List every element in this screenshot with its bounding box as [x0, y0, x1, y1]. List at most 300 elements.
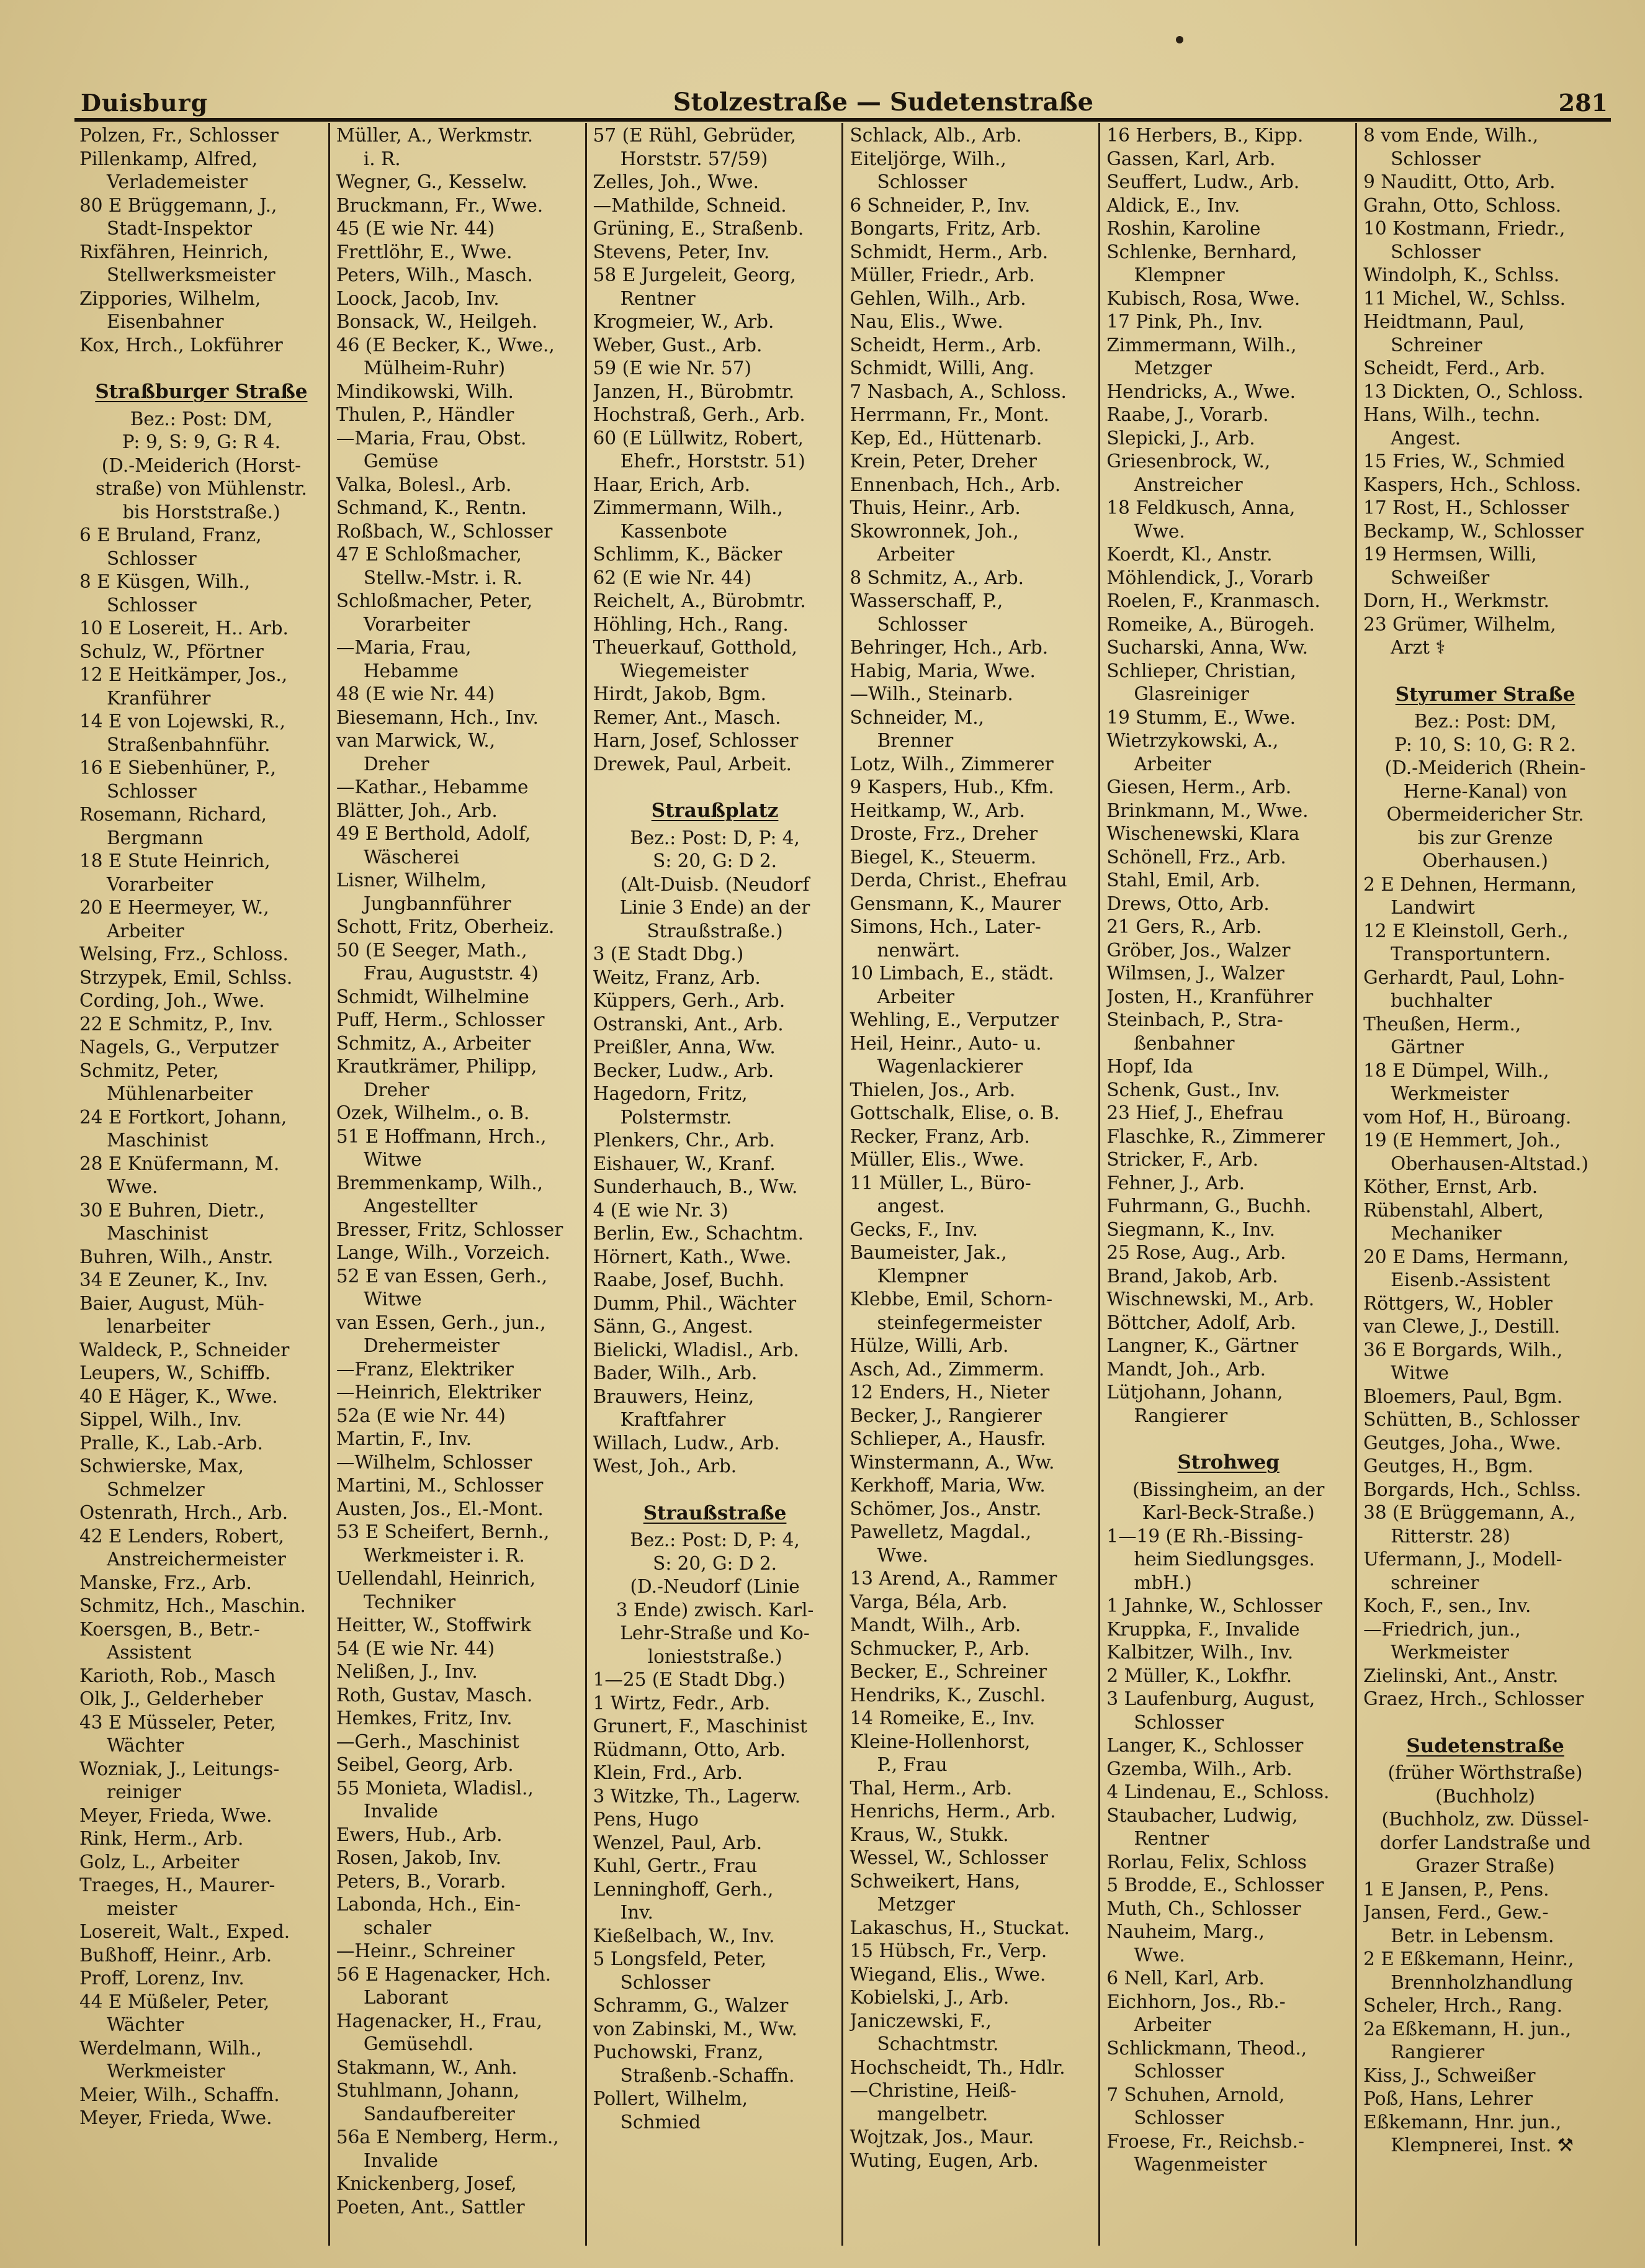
directory-entry: 36 E Borgards, Wilh.,	[1363, 1339, 1563, 1361]
directory-entry: Harn, Josef, Schlosser	[593, 730, 799, 751]
directory-entry: Wehling, E., Verputzer	[849, 1009, 1059, 1030]
entry-continuation: schaler	[363, 1917, 432, 1938]
directory-entry: Rosemann, Richard,	[79, 804, 267, 825]
directory-entry: Slepicki, J., Arb.	[1106, 427, 1255, 449]
columns-container	[73, 123, 1612, 2246]
directory-entry: Wasserschaff, P.,	[849, 590, 1003, 611]
column-3	[587, 123, 844, 2246]
directory-entry: 49 E Berthold, Adolf,	[336, 823, 531, 844]
entry-continuation: Sandaufbereiter	[363, 2103, 515, 2125]
street-info-line: dorfer Landstraße und	[1379, 1832, 1591, 1853]
directory-entry: 23 Hief, J., Ehefrau	[1106, 1102, 1284, 1123]
directory-entry: Schwierske, Max,	[79, 1456, 244, 1477]
entry-continuation: Drehermeister	[363, 1335, 500, 1356]
directory-entry: Schott, Fritz, Oberheiz.	[336, 916, 555, 937]
entry-continuation: Schachtmstr.	[877, 2033, 999, 2054]
directory-entry: Steinbach, P., Stra-	[1106, 1009, 1283, 1030]
entry-continuation: Klempnerei, Inst. ⚒	[1391, 2135, 1574, 2156]
directory-entry: Schütten, B., Schlosser	[1363, 1409, 1580, 1430]
entry-continuation: Schlosser	[107, 594, 197, 616]
directory-entry: Schmidt, Willi, Ang.	[849, 358, 1034, 379]
directory-entry: Olk, J., Gelderheber	[79, 1688, 263, 1709]
directory-entry: 52a (E wie Nr. 44)	[336, 1405, 506, 1426]
directory-entry: Dumm, Phil., Wächter	[593, 1292, 797, 1314]
directory-entry: Ennenbach, Hch., Arb.	[849, 474, 1061, 495]
directory-entry: Berlin, Ew., Schachtm.	[593, 1223, 804, 1244]
directory-entry: Puchowski, Franz,	[593, 2041, 764, 2063]
directory-entry: West, Joh., Arb.	[593, 1456, 737, 1477]
directory-entry: 3 Witzke, Th., Lagerw.	[593, 1785, 801, 1807]
entry-continuation: Bergmann	[107, 827, 204, 848]
directory-entry: Schmitz, A., Arbeiter	[336, 1032, 531, 1054]
directory-entry: Brand, Jakob, Arb.	[1106, 1265, 1278, 1287]
directory-entry: Rüdmann, Otto, Arb.	[593, 1739, 786, 1760]
directory-entry: Peters, Wilh., Masch.	[336, 264, 533, 286]
street-info-line: S: 20, G: D 2.	[653, 1552, 777, 1574]
street-info-line: Straußstraße.)	[647, 920, 783, 942]
column-5	[1100, 123, 1357, 2246]
entry-continuation: Eisenbahner	[107, 311, 224, 332]
street-info-line: Linie 3 Ende) an der	[619, 897, 810, 918]
street-heading: Straußplatz	[651, 799, 779, 822]
entry-continuation: Schmelzer	[107, 1478, 205, 1500]
directory-entry: 6 Nell, Karl, Arb.	[1106, 1968, 1265, 1989]
directory-entry: 2a Eßkemann, H. jun.,	[1363, 2018, 1572, 2040]
directory-entry: 4 Lindenau, E., Schloss.	[1106, 1781, 1330, 1802]
directory-entry: 53 E Scheifert, Bernh.,	[336, 1521, 550, 1542]
directory-entry: Lange, Wilh., Vorzeich.	[336, 1242, 550, 1263]
directory-entry: 56 E Hagenacker, Hch.	[336, 1963, 551, 1985]
directory-entry: Schenk, Gust., Inv.	[1106, 1079, 1281, 1100]
directory-entry: 10 Kostmann, Friedr.,	[1363, 218, 1566, 239]
directory-entry: Heitter, W., Stoffwirk	[336, 1614, 531, 1636]
entry-continuation: heim Siedlungsges.	[1134, 1549, 1315, 1570]
directory-entry: 8 Schmitz, A., Arb.	[849, 567, 1024, 588]
entry-continuation: Frau, Auguststr. 4)	[363, 963, 539, 984]
directory-entry: Schmitz, Hch., Maschin.	[79, 1595, 306, 1616]
entry-continuation: Vorarbeiter	[363, 613, 470, 635]
entry-continuation: Werkmeister	[107, 2061, 225, 2082]
directory-entry: Schönell, Frz., Arb.	[1106, 846, 1286, 868]
directory-entry: Schmand, K., Rentn.	[336, 497, 527, 518]
directory-entry: —Heinr., Schreiner	[336, 1940, 515, 1961]
street-info-line: (Bissingheim, an der	[1132, 1478, 1325, 1500]
directory-entry: Schmitz, Peter,	[79, 1060, 219, 1081]
directory-entry: Rixfähren, Heinrich,	[79, 241, 269, 263]
directory-entry: Gassen, Karl, Arb.	[1106, 148, 1276, 169]
directory-entry: 1 Wirtz, Fedr., Arb.	[593, 1692, 771, 1714]
directory-entry: Siegmann, K., Inv.	[1106, 1218, 1275, 1240]
directory-entry: 34 E Zeuner, K., Inv.	[79, 1269, 269, 1290]
directory-entry: 17 Rost, H., Schlosser	[1363, 497, 1569, 518]
directory-entry: Wenzel, Paul, Arb.	[593, 1832, 763, 1853]
directory-entry: Kleine-Hollenhorst,	[849, 1730, 1031, 1752]
entry-continuation: Maschinist	[107, 1223, 208, 1244]
directory-entry: 47 E Schloßmacher,	[336, 544, 522, 565]
directory-entry: Traeges, H., Maurer-	[79, 1874, 276, 1896]
street-info-line: Obermeidericher Str.	[1386, 804, 1584, 825]
directory-entry: Cording, Joh., Wwe.	[79, 990, 265, 1011]
directory-entry: —Maria, Frau, Obst.	[336, 427, 527, 449]
directory-entry: Stevens, Peter, Inv.	[593, 241, 770, 263]
entry-continuation: reiniger	[107, 1781, 181, 1802]
directory-entry: Schlack, Alb., Arb.	[849, 125, 1022, 146]
directory-entry: Pralle, K., Lab.-Arb.	[79, 1432, 263, 1454]
entry-continuation: Rentner	[620, 287, 696, 309]
directory-entry: van Marwick, W.,	[336, 730, 496, 751]
column-1	[73, 123, 330, 2246]
entry-continuation: Dreher	[363, 753, 429, 775]
entry-continuation: Werkmeister	[1391, 1083, 1509, 1104]
entry-continuation: Horststr. 57/59)	[620, 148, 768, 169]
directory-entry: Meyer, Frieda, Wwe.	[79, 2107, 272, 2128]
directory-entry: Manske, Frz., Arb.	[79, 1572, 252, 1593]
directory-entry: Fehner, J., Arb.	[1106, 1172, 1245, 1194]
directory-entry: Graez, Hrch., Schlosser	[1363, 1688, 1584, 1709]
directory-entry: Gottschalk, Elise, o. B.	[849, 1102, 1060, 1123]
directory-entry: Sucharski, Anna, Ww.	[1106, 637, 1309, 658]
directory-entry: Fuhrmann, G., Buchh.	[1106, 1195, 1312, 1217]
directory-entry: 5 Longsfeld, Peter,	[593, 1948, 767, 1969]
street-heading: Straßburger Straße	[95, 380, 308, 403]
directory-entry: 1—25 (E Stadt Dbg.)	[593, 1669, 786, 1690]
directory-entry: Hendriks, K., Zuschl.	[849, 1684, 1046, 1706]
directory-entry: Uellendahl, Heinrich,	[336, 1568, 536, 1589]
directory-entry: Köther, Ernst, Arb.	[1363, 1176, 1538, 1197]
entry-continuation: Ritterstr. 28)	[1391, 1525, 1510, 1547]
directory-entry: 11 Michel, W., Schlss.	[1363, 287, 1566, 309]
entry-continuation: Metzger	[877, 1894, 955, 1915]
directory-entry: Gerhardt, Paul, Lohn-	[1363, 966, 1565, 988]
directory-entry: —Franz, Elektriker	[336, 1358, 514, 1380]
directory-entry: Schulz, W., Pförtner	[79, 641, 264, 662]
directory-entry: Wiegand, Elis., Wwe.	[849, 1963, 1046, 1985]
directory-entry: 21 Gers, R., Arb.	[1106, 916, 1262, 937]
directory-entry: Gzemba, Wilh., Arb.	[1106, 1758, 1293, 1780]
directory-entry: Möhlendick, J., Vorarb	[1106, 567, 1314, 588]
directory-entry: Eichhorn, Jos., Rb.-	[1106, 1991, 1286, 2012]
directory-entry: —Wilh., Steinarb.	[849, 683, 1013, 704]
street-info-line: bis Horststraße.)	[122, 501, 280, 523]
directory-entry: 7 Schuhen, Arnold,	[1106, 2084, 1285, 2105]
directory-entry: Müller, Friedr., Arb.	[849, 264, 1035, 286]
directory-entry: Valka, Bolesl., Arb.	[336, 474, 512, 495]
city-name: Duisburg	[81, 89, 208, 117]
directory-entry: Heitkamp, W., Arb.	[849, 799, 1025, 821]
directory-entry: Mindikowski, Wilh.	[336, 380, 514, 402]
directory-entry: Werdelmann, Wilh.,	[79, 2037, 262, 2059]
directory-entry: Derda, Christ., Ehefrau	[849, 870, 1067, 891]
directory-entry: Gröber, Jos., Walzer	[1106, 939, 1291, 961]
directory-entry: Poß, Hans, Lehrer	[1363, 2088, 1533, 2109]
directory-entry: Hagedorn, Fritz,	[593, 1083, 748, 1104]
directory-entry: 57 (E Rühl, Gebrüder,	[593, 125, 796, 146]
directory-entry: Becker, J., Rangierer	[849, 1405, 1042, 1426]
directory-entry: Scheidt, Ferd., Arb.	[1363, 358, 1546, 379]
directory-entry: Martini, M., Schlosser	[336, 1475, 544, 1496]
directory-entry: Roelen, F., Kranmasch.	[1106, 590, 1320, 611]
entry-continuation: Wwe.	[1134, 1944, 1185, 1966]
directory-entry: Becker, Ludw., Arb.	[593, 1060, 774, 1081]
directory-entry: Rink, Herm., Arb.	[79, 1828, 244, 1849]
directory-entry: 30 E Buhren, Dietr.,	[79, 1199, 265, 1221]
directory-entry: Hochscheidt, Th., Hdlr.	[849, 2056, 1065, 2078]
entry-continuation: Schlosser	[107, 547, 197, 569]
entry-continuation: Wwe.	[107, 1176, 158, 1197]
entry-continuation: Mechaniker	[1391, 1223, 1502, 1244]
street-info-line: Lehr-Straße und Ko-	[620, 1622, 810, 1644]
entry-continuation: Schlosser	[620, 1971, 710, 1993]
directory-entry: Kaspers, Hch., Schloss.	[1363, 474, 1582, 495]
directory-entry: Wilmsen, J., Walzer	[1106, 963, 1284, 984]
entry-continuation: Witwe	[1391, 1362, 1449, 1384]
entry-continuation: nenwärt.	[877, 939, 961, 961]
directory-entry: Rorlau, Felix, Schloss	[1106, 1851, 1307, 1873]
directory-entry: Grunert, F., Maschinist	[593, 1716, 807, 1737]
street-info-line: straße) von Mühlenstr.	[95, 478, 307, 499]
directory-entry: 58 E Jurgeleit, Georg,	[593, 264, 796, 286]
directory-entry: Strzypek, Emil, Schlss.	[79, 966, 293, 988]
entry-continuation: Maschinist	[107, 1130, 208, 1151]
directory-entry: Wessel, W., Schlosser	[849, 1847, 1048, 1868]
directory-entry: Simons, Hch., Later-	[849, 916, 1041, 937]
directory-entry: Scheler, Hrch., Rang.	[1363, 1995, 1563, 2016]
directory-entry: Pillenkamp, Alfred,	[79, 148, 258, 169]
directory-entry: Romeike, A., Bürogeh.	[1106, 613, 1315, 635]
directory-entry: Hemkes, Fritz, Inv.	[336, 1708, 513, 1729]
directory-entry: Pens, Hugo	[593, 1809, 699, 1830]
directory-entry: Austen, Jos., El.-Mont.	[336, 1498, 544, 1519]
directory-entry: Küppers, Gerh., Arb.	[593, 990, 786, 1011]
entry-continuation: Schlosser	[1134, 2107, 1224, 2128]
column-2	[330, 123, 587, 2246]
directory-entry: Kraus, W., Stukk.	[849, 1824, 1009, 1845]
directory-entry: Nelißen, J., Inv.	[336, 1661, 478, 1682]
directory-entry: Thal, Herm., Arb.	[849, 1777, 1012, 1799]
directory-entry: Raabe, J., Vorarb.	[1106, 404, 1269, 425]
entry-continuation: Invalide	[363, 2149, 438, 2171]
entry-continuation: Vorarbeiter	[107, 873, 213, 895]
directory-entry: Brinkmann, M., Wwe.	[1106, 799, 1309, 821]
directory-entry: Stahl, Emil, Arb.	[1106, 870, 1260, 891]
entry-continuation: Straßenbahnführ.	[107, 734, 271, 755]
street-info-line: P: 10, S: 10, G: R 2.	[1394, 734, 1576, 755]
directory-entry: Bongarts, Fritz, Arb.	[849, 218, 1042, 239]
directory-entry: 54 (E wie Nr. 44)	[336, 1637, 495, 1659]
street-info-line: (Alt-Duisb. (Neudorf	[620, 873, 810, 895]
entry-continuation: meister	[107, 1897, 177, 1919]
directory-entry: Rübenstahl, Albert,	[1363, 1199, 1544, 1221]
directory-entry: 62 (E wie Nr. 44)	[593, 567, 751, 588]
entry-continuation: Rangierer	[1134, 1405, 1228, 1426]
entry-continuation: Anstreicher	[1134, 474, 1243, 495]
directory-entry: Bußhoff, Heinr., Arb.	[79, 1944, 272, 1966]
directory-entry: 2 E Dehnen, Hermann,	[1363, 873, 1577, 895]
directory-entry: Schlieper, A., Hausfr.	[849, 1428, 1046, 1449]
directory-entry: —Heinrich, Elektriker	[336, 1382, 541, 1403]
entry-continuation: Dreher	[363, 1079, 429, 1100]
entry-continuation: Invalide	[363, 1801, 438, 1822]
directory-entry: 25 Rose, Aug., Arb.	[1106, 1242, 1286, 1263]
directory-entry: Ozek, Wilhelm., o. B.	[336, 1102, 530, 1123]
directory-entry: Langer, K., Schlosser	[1106, 1735, 1304, 1756]
directory-entry: Preißler, Anna, Ww.	[593, 1037, 776, 1058]
directory-entry: Brauwers, Heinz,	[593, 1385, 755, 1407]
entry-continuation: Betr. in Lebensm.	[1391, 1925, 1554, 1946]
directory-entry: Peters, B., Vorarb.	[336, 1870, 506, 1892]
directory-entry: Koersgen, B., Betr.-	[79, 1618, 260, 1640]
entry-continuation: lenarbeiter	[107, 1316, 210, 1337]
directory-entry: 18 Feldkusch, Anna,	[1106, 497, 1296, 518]
directory-entry: Hörnert, Kath., Wwe.	[593, 1246, 792, 1267]
directory-entry: Stuhlmann, Johann,	[336, 2080, 520, 2101]
directory-entry: Waldeck, P., Schneider	[79, 1339, 290, 1361]
directory-entry: Ostranski, Ant., Arb.	[593, 1013, 784, 1035]
directory-entry: 6 E Bruland, Franz,	[79, 524, 262, 546]
directory-entry: Proff, Lorenz, Inv.	[79, 1968, 244, 1989]
entry-continuation: Arbeiter	[107, 920, 184, 942]
directory-entry: Wegner, G., Kesselw.	[336, 171, 527, 192]
directory-entry: Stricker, F., Arb.	[1106, 1149, 1259, 1170]
street-heading: Sudetenstraße	[1406, 1734, 1564, 1757]
directory-entry: Pollert, Wilhelm,	[593, 2088, 748, 2109]
directory-entry: Schlickmann, Theod.,	[1106, 2037, 1307, 2059]
directory-entry: Rosen, Jakob, Inv.	[336, 1847, 502, 1868]
directory-entry: Thulen, P., Händler	[336, 404, 514, 425]
directory-entry: 16 Herbers, B., Kipp.	[1106, 125, 1304, 146]
entry-continuation: Schmied	[620, 2111, 701, 2133]
directory-entry: Eishauer, W., Kranf.	[593, 1153, 776, 1174]
directory-entry: Golz, L., Arbeiter	[79, 1851, 240, 1873]
directory-entry: Kep, Ed., Hüttenarb.	[849, 427, 1042, 449]
directory-entry: 15 Hübsch, Fr., Verp.	[849, 1940, 1047, 1961]
entry-continuation: Wächter	[107, 2014, 184, 2035]
directory-entry: Bader, Wilh., Arb.	[593, 1362, 758, 1384]
directory-entry: Zimmermann, Wilh.,	[593, 497, 783, 518]
directory-entry: Eßkemann, Hnr. jun.,	[1363, 2111, 1562, 2133]
directory-entry: Biesemann, Hch., Inv.	[336, 706, 539, 728]
street-info-line: Bez.: Post: DM,	[130, 408, 273, 430]
directory-entry: 9 Nauditt, Otto, Arb.	[1363, 171, 1556, 192]
column-4	[843, 123, 1100, 2246]
entry-continuation: Metzger	[1134, 358, 1212, 379]
directory-entry: —Gerh., Maschinist	[336, 1730, 519, 1752]
directory-entry: Seuffert, Ludw., Arb.	[1106, 171, 1300, 192]
directory-entry: Leupers, W., Schiffb.	[79, 1362, 271, 1384]
directory-entry: Dorn, H., Werkmstr.	[1363, 590, 1549, 611]
entry-continuation: Werkmeister	[1391, 1642, 1509, 1663]
directory-entry: Skowronnek, Joh.,	[849, 520, 1019, 542]
entry-continuation: Witwe	[363, 1149, 422, 1170]
directory-entry: Theuerkauf, Gotthold,	[593, 637, 797, 658]
directory-entry: Sunderhauch, B., Ww.	[593, 1176, 798, 1197]
directory-entry: 15 Fries, W., Schmied	[1363, 451, 1566, 472]
directory-entry: 43 E Müsseler, Peter,	[79, 1711, 276, 1733]
directory-entry: Geutges, Joha., Wwe.	[1363, 1432, 1561, 1454]
street-info-line: bis zur Grenze	[1417, 827, 1553, 848]
directory-entry: Flaschke, R., Zimmerer	[1106, 1125, 1325, 1147]
entry-continuation: Arbeiter	[877, 986, 955, 1007]
entry-continuation: Brenner	[877, 730, 954, 751]
directory-entry: Herrmann, Fr., Mont.	[849, 404, 1049, 425]
directory-entry: 1—19 (E Rh.-Bissing-	[1106, 1525, 1304, 1547]
directory-entry: Hans, Wilh., techn.	[1363, 404, 1541, 425]
entry-continuation: Rangierer	[1391, 2041, 1485, 2063]
directory-entry: Kerkhoff, Maria, Ww.	[849, 1475, 1046, 1496]
directory-entry: Muth, Ch., Schlosser	[1106, 1897, 1301, 1919]
directory-entry: 50 (E Seeger, Math.,	[336, 939, 527, 961]
directory-entry: von Zabinski, M., Ww.	[593, 2018, 797, 2040]
entry-continuation: Landwirt	[1391, 897, 1475, 918]
entry-continuation: Wagenlackierer	[877, 1056, 1023, 1077]
directory-entry: Müller, A., Werkmstr.	[336, 125, 533, 146]
directory-entry: Beckamp, W., Schlosser	[1363, 520, 1584, 542]
directory-entry: Hagenacker, H., Frau,	[336, 2010, 542, 2032]
entry-continuation: Schreiner	[1391, 334, 1482, 356]
directory-entry: Kox, Hrch., Lokführer	[79, 334, 283, 356]
directory-entry: 46 (E Becker, K., Wwe.,	[336, 334, 555, 356]
directory-entry: Wozniak, J., Leitungs-	[79, 1758, 280, 1780]
directory-entry: Wojtzak, Jos., Maur.	[849, 2126, 1034, 2148]
directory-entry: Janiczewski, F.,	[849, 2010, 992, 2032]
directory-entry: Asch, Ad., Zimmerm.	[849, 1358, 1045, 1380]
entry-continuation: Gemüse	[363, 451, 439, 472]
directory-entry: Hendricks, A., Wwe.	[1106, 380, 1296, 402]
directory-entry: Kruppka, F., Invalide	[1106, 1618, 1300, 1640]
directory-entry: Scheidt, Herm., Arb.	[849, 334, 1042, 356]
entry-continuation: Anstreichermeister	[107, 1549, 286, 1570]
directory-entry: Bloemers, Paul, Bgm.	[1363, 1385, 1563, 1407]
directory-entry: Höhling, Hch., Rang.	[593, 613, 789, 635]
entry-continuation: Brennholzhandlung	[1391, 1971, 1573, 1993]
directory-entry: 17 Pink, Ph., Inv.	[1106, 311, 1263, 332]
directory-entry: Gecks, F., Inv.	[849, 1218, 978, 1240]
entry-continuation: Hebamme	[363, 660, 459, 682]
directory-entry: 18 E Stute Heinrich,	[79, 850, 271, 871]
directory-entry: 12 E Heitkämper, Jos.,	[79, 664, 288, 685]
directory-entry: Roshin, Karoline	[1106, 218, 1261, 239]
entry-continuation: Oberhausen-Altstad.)	[1391, 1153, 1589, 1174]
directory-entry: Meier, Wilh., Schaffn.	[79, 2084, 280, 2105]
directory-entry: 44 E Müßeler, Peter,	[79, 1991, 270, 2012]
directory-entry: Ostenrath, Hrch., Arb.	[79, 1502, 289, 1523]
street-heading: Straußstraße	[643, 1501, 787, 1524]
directory-entry: Biegel, K., Steuerm.	[849, 846, 1037, 868]
directory-entry: van Clewe, J., Destill.	[1363, 1316, 1561, 1337]
directory-entry: Bruckmann, Fr., Wwe.	[336, 194, 544, 216]
directory-entry: Gehlen, Wilh., Arb.	[849, 287, 1026, 309]
directory-entry: Grüning, E., Straßenb.	[593, 218, 804, 239]
entry-continuation: Ehefr., Horststr. 51)	[620, 451, 805, 472]
directory-entry: 18 E Dümpel, Wilh.,	[1363, 1060, 1549, 1081]
directory-entry: Kalbitzer, Wilh., Inv.	[1106, 1642, 1294, 1663]
street-info-line: (D.-Meiderich (Rhein-	[1384, 757, 1586, 778]
directory-entry: Nagels, G., Verputzer	[79, 1037, 279, 1058]
page-header	[81, 79, 1608, 117]
entry-continuation: Transportuntern.	[1391, 943, 1551, 965]
entry-continuation: Kraftfahrer	[620, 1409, 726, 1430]
directory-entry: Lütjohann, Johann,	[1106, 1382, 1283, 1403]
directory-entry: 2 E Eßkemann, Heinr.,	[1363, 1948, 1574, 1969]
directory-entry: 1 E Jansen, P., Pens.	[1363, 1878, 1549, 1900]
page-number: 281	[1558, 89, 1608, 117]
directory-entry: 48 (E wie Nr. 44)	[336, 683, 495, 704]
directory-entry: Lotz, Wilh., Zimmerer	[849, 753, 1054, 775]
directory-entry: Zippories, Wilhelm,	[79, 287, 261, 309]
directory-entry: Habig, Maria, Wwe.	[849, 660, 1036, 682]
directory-entry: Wischnewski, M., Arb.	[1106, 1289, 1315, 1310]
directory-entry: Heidtmann, Paul,	[1363, 311, 1525, 332]
